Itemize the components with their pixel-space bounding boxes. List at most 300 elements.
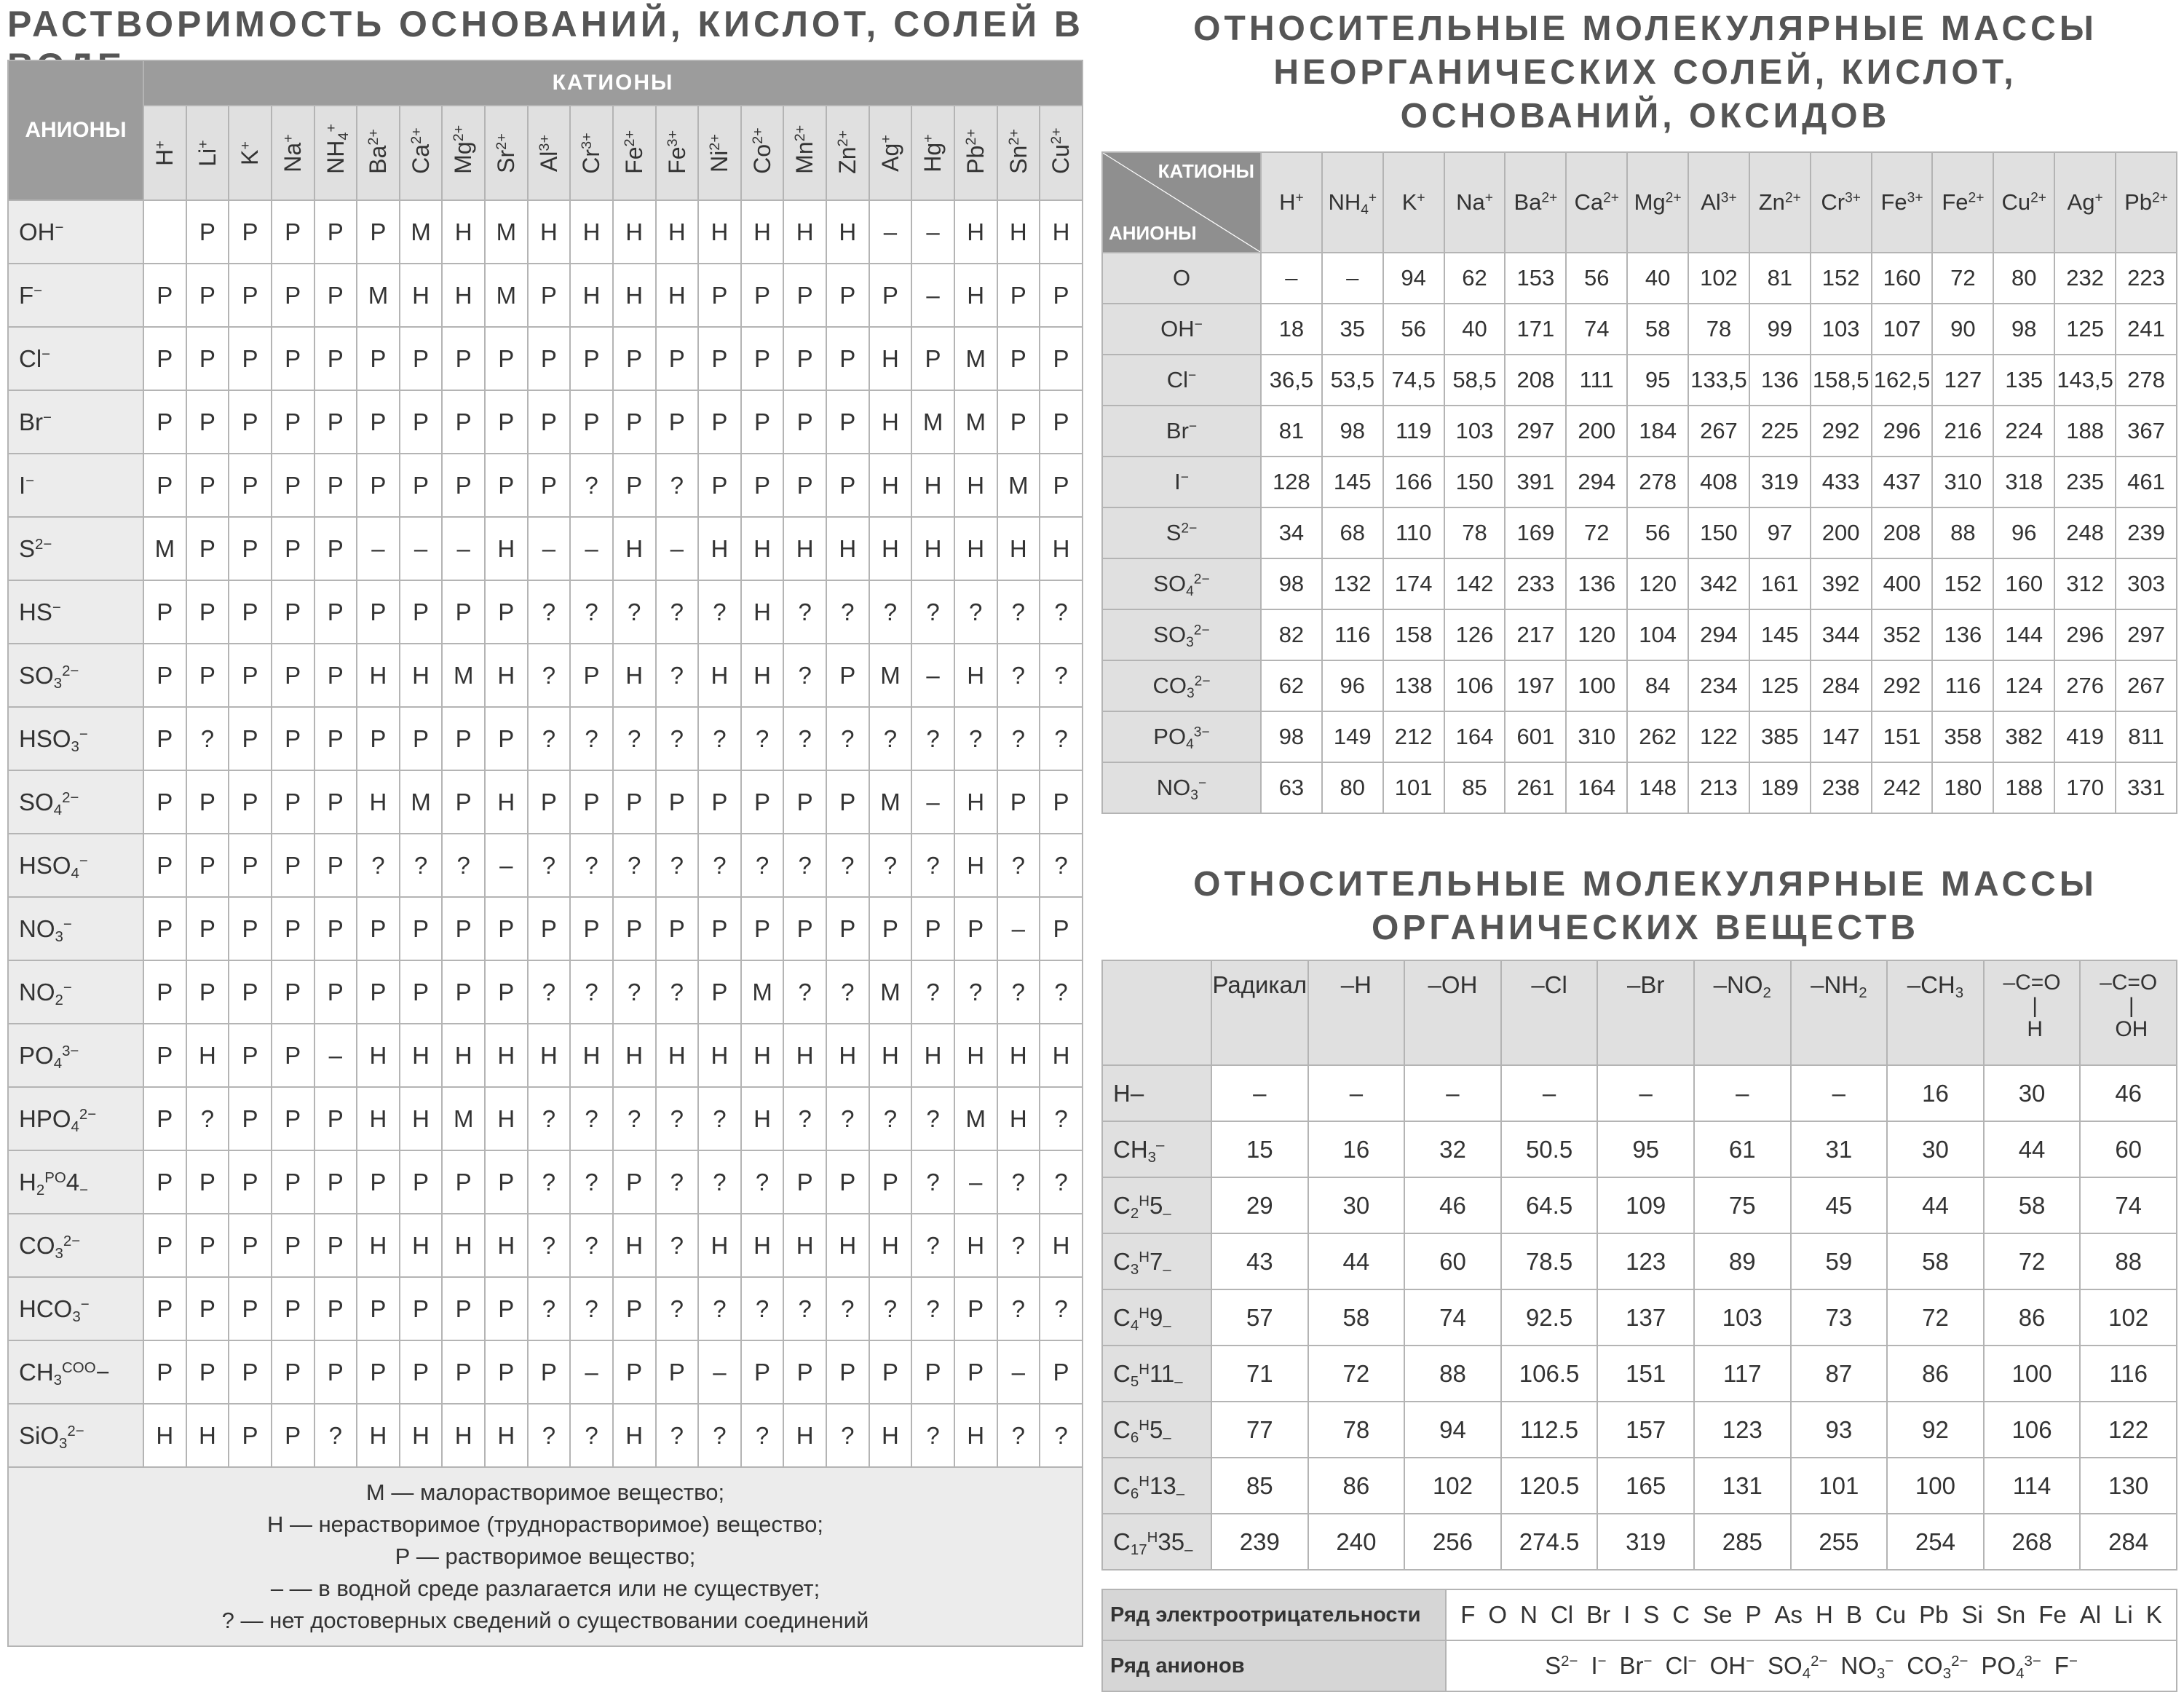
mass-cell: 18	[1261, 304, 1322, 355]
mass-cell: 62	[1444, 253, 1506, 304]
solubility-cell: Р	[314, 200, 357, 264]
cation-header	[911, 106, 954, 200]
solubility-cell: Р	[613, 390, 656, 454]
solubility-cell: Р	[272, 1340, 314, 1404]
anion-label: HS−	[8, 580, 143, 644]
solubility-cell: ?	[954, 707, 997, 770]
solubility-cell: Н	[954, 264, 997, 327]
cation-header: $Fe^{2+}$	[1932, 152, 1993, 253]
mass-cell: 225	[1749, 406, 1811, 457]
mass-cell: 84	[1627, 660, 1688, 711]
mass-cell: 242	[1872, 762, 1933, 813]
solubility-cell: Н	[783, 1214, 826, 1277]
anion-label: $SO_4^{2-}$	[1102, 558, 1261, 609]
mass-cell: 90	[1932, 304, 1993, 355]
solubility-cell: Р	[1040, 264, 1083, 327]
solubility-cell: –	[570, 1340, 613, 1404]
solubility-cell: Р	[570, 644, 613, 707]
anion-label: $CO_3^{2-}$	[8, 1214, 143, 1277]
mass-cell: 101	[1383, 762, 1444, 813]
mass-cell: 35	[1322, 304, 1383, 355]
mass-cell: 57	[1211, 1289, 1308, 1346]
mass-cell: 80	[1993, 253, 2054, 304]
mass-cell: 234	[1688, 660, 1749, 711]
solubility-cell: ?	[656, 960, 699, 1024]
solubility-cell: Н	[143, 1404, 186, 1467]
solubility-cell: Р	[528, 770, 571, 834]
solubility-cell: Н	[1040, 1024, 1083, 1087]
mass-cell: 30	[1308, 1177, 1405, 1233]
solubility-cell: Н	[911, 454, 954, 517]
mass-cell: 72	[1308, 1346, 1405, 1402]
solubility-cell: Р	[357, 1340, 400, 1404]
solubility-cell: Р	[186, 580, 229, 644]
solubility-cell: Р	[186, 644, 229, 707]
organic-mass-table	[1101, 960, 2177, 1570]
solubility-cell: Н	[485, 1024, 528, 1087]
solubility-cell: ?	[911, 1404, 954, 1467]
solubility-cell: Н	[656, 200, 699, 264]
solubility-cell: ?	[1040, 580, 1083, 644]
solubility-cell: Н	[1040, 517, 1083, 580]
mass-cell: 94	[1404, 1402, 1501, 1458]
solubility-cell: ?	[613, 1087, 656, 1150]
mass-cell: 74	[1566, 304, 1627, 355]
mass-cell: 318	[1993, 457, 2054, 507]
group-header: –Cl	[1501, 960, 1598, 1065]
solubility-cell: Р	[143, 264, 186, 327]
solubility-cell: Р	[656, 327, 699, 390]
organic-body	[1102, 1065, 2177, 1570]
solubility-cell: ?	[357, 834, 400, 897]
solubility-cell: Р	[400, 960, 443, 1024]
solubility-cell: М	[400, 770, 443, 834]
mass-cell: 78	[1688, 304, 1749, 355]
cation-header: H+	[1261, 152, 1322, 253]
solubility-cell: Н	[613, 200, 656, 264]
table-row	[8, 1024, 1083, 1087]
solubility-cell: Р	[826, 264, 869, 327]
solubility-cell: Н	[698, 644, 741, 707]
solubility-cell: Р	[613, 1150, 656, 1214]
mass-cell: 44	[1308, 1233, 1405, 1289]
mass-cell: 367	[2116, 406, 2177, 457]
mass-cell: 101	[1791, 1458, 1888, 1514]
mass-cell: 200	[1566, 406, 1627, 457]
mass-cell: 268	[1984, 1514, 2081, 1570]
solubility-cell: Р	[186, 834, 229, 897]
solubility-cell: Н	[741, 200, 784, 264]
cation-header	[954, 106, 997, 200]
solubility-cell: ?	[656, 1150, 699, 1214]
solubility-cell: М	[400, 200, 443, 264]
mass-cell: 62	[1261, 660, 1322, 711]
solubility-cell: Р	[314, 580, 357, 644]
solubility-cell: Р	[869, 1340, 912, 1404]
mass-cell: 56	[1383, 304, 1444, 355]
solubility-cell: М	[485, 200, 528, 264]
cation-header: $NH_4^+$	[1322, 152, 1383, 253]
mass-cell: 88	[1932, 507, 1993, 558]
solubility-cell: ?	[741, 1277, 784, 1340]
anion-label: $SO_4^{2-}$	[8, 770, 143, 834]
solubility-cell: ?	[570, 454, 613, 517]
solubility-cell: Н	[741, 1024, 784, 1087]
inorganic-mass-table	[1101, 151, 2177, 814]
solubility-cell: Р	[400, 1277, 443, 1340]
table-row	[8, 960, 1083, 1024]
solubility-cell: Н	[997, 517, 1040, 580]
cation-label: $Pb^{2+}$	[962, 128, 989, 174]
solubility-cell: Р	[229, 1024, 272, 1087]
solubility-cell: Н	[869, 1214, 912, 1277]
mass-cell: 297	[2116, 609, 2177, 660]
cation-header	[186, 106, 229, 200]
solubility-cell: Р	[528, 1340, 571, 1404]
solubility-cell: Н	[1040, 1214, 1083, 1277]
mass-cell: 419	[2054, 711, 2116, 762]
solubility-cell: Н	[485, 1087, 528, 1150]
mass-cell: 297	[1505, 406, 1566, 457]
solubility-cell: Р	[656, 770, 699, 834]
solubility-cell: Р	[272, 200, 314, 264]
solubility-cation-row	[8, 106, 1083, 200]
solubility-cell: ?	[783, 707, 826, 770]
radical-label: $C_6^H13_-$	[1102, 1458, 1211, 1514]
solubility-cell: Р	[613, 454, 656, 517]
radical-label: $C_2^H5_-$	[1102, 1177, 1211, 1233]
corner-header	[1102, 152, 1261, 253]
mass-cell: 46	[2080, 1065, 2177, 1121]
mass-cell: 233	[1505, 558, 1566, 609]
mass-cell: 106.5	[1501, 1346, 1598, 1402]
mass-cell: 34	[1261, 507, 1322, 558]
mass-cell: 276	[2054, 660, 2116, 711]
solubility-cell: –	[698, 1340, 741, 1404]
solubility-cell: Р	[143, 390, 186, 454]
solubility-cell: Р	[826, 897, 869, 960]
solubility-cell: ?	[528, 834, 571, 897]
solubility-cell: Н	[442, 1024, 485, 1087]
mass-cell: 120	[1566, 609, 1627, 660]
mass-cell: 114	[1984, 1458, 2081, 1514]
solubility-cell: Р	[272, 264, 314, 327]
solubility-cell: Р	[698, 770, 741, 834]
solubility-cell: Н	[741, 644, 784, 707]
mass-cell: 85	[1444, 762, 1506, 813]
mass-cell: 30	[1887, 1121, 1984, 1177]
mass-cell: 127	[1932, 355, 1993, 406]
mass-cell: 150	[1444, 457, 1506, 507]
solubility-cell: ?	[783, 1087, 826, 1150]
cation-label: $Mg^{2+}$	[450, 125, 477, 174]
solubility-cell: Р	[314, 1277, 357, 1340]
solubility-cell: ?	[741, 1404, 784, 1467]
solubility-cell: Р	[314, 960, 357, 1024]
mass-cell: 58	[1984, 1177, 2081, 1233]
anion-label: $S^{2-}$	[1102, 507, 1261, 558]
solubility-cell: ?	[869, 834, 912, 897]
solubility-cell: ?	[1040, 644, 1083, 707]
solubility-cell: Р	[1040, 770, 1083, 834]
solubility-cell: ?	[826, 1277, 869, 1340]
solubility-cell: Р	[570, 390, 613, 454]
table-row	[8, 1214, 1083, 1277]
solubility-cell: –	[442, 517, 485, 580]
anions-header: АНИОНЫ	[8, 60, 143, 200]
solubility-cell: Р	[698, 960, 741, 1024]
mass-cell: –	[1404, 1065, 1501, 1121]
solubility-cell: ?	[698, 1404, 741, 1467]
solubility-cell: Р	[357, 960, 400, 1024]
solubility-cell: Р	[613, 1277, 656, 1340]
mass-cell: 120.5	[1501, 1458, 1598, 1514]
solubility-cell: Н	[400, 264, 443, 327]
solubility-cell: ?	[954, 960, 997, 1024]
mass-cell: 285	[1694, 1514, 1791, 1570]
element-symbol: Pb	[1919, 1601, 1949, 1628]
solubility-cell: Р	[314, 1087, 357, 1150]
solubility-cell: Р	[698, 264, 741, 327]
mass-cell: 60	[1404, 1233, 1501, 1289]
solubility-cell: ?	[911, 1277, 954, 1340]
solubility-cell: Р	[272, 960, 314, 1024]
cation-header: $Cu^{2+}$	[1993, 152, 2054, 253]
table-row	[1102, 457, 2177, 507]
mass-cell: 73	[1791, 1289, 1888, 1346]
solubility-cell: Н	[997, 1087, 1040, 1150]
solubility-cell: Р	[272, 1214, 314, 1277]
radical-label: $C_{17}^H35_-$	[1102, 1514, 1211, 1570]
mass-cell: 240	[1308, 1514, 1405, 1570]
solubility-cell: М	[911, 390, 954, 454]
solubility-cell: Р	[869, 264, 912, 327]
solubility-cell: Р	[741, 770, 784, 834]
cation-label: $Sr^{2+}$	[492, 133, 519, 173]
mass-cell: 170	[2054, 762, 2116, 813]
cation-header: $Pb^{2+}$	[2116, 152, 2177, 253]
solubility-cell: ?	[613, 707, 656, 770]
solubility-cell: Р	[741, 390, 784, 454]
solubility-cell: Р	[826, 390, 869, 454]
mass-cell: 95	[1597, 1121, 1694, 1177]
solubility-cell: ?	[656, 644, 699, 707]
element-symbol: H	[1816, 1601, 1833, 1628]
element-symbol: C	[1672, 1601, 1690, 1628]
solubility-cell: Р	[143, 1150, 186, 1214]
mass-cell: 100	[1984, 1346, 2081, 1402]
cation-header: $Al^{3+}$	[1688, 152, 1749, 253]
solubility-cell: ?	[656, 1087, 699, 1150]
solubility-cell: ?	[783, 644, 826, 707]
group-header: $-CH_3$	[1887, 960, 1984, 1065]
mass-cell: 77	[1211, 1402, 1308, 1458]
solubility-cell: Н	[783, 517, 826, 580]
cation-label: $Ba^{2+}$	[364, 128, 391, 174]
table-row	[8, 517, 1083, 580]
mass-cell: 116	[1932, 660, 1993, 711]
solubility-cell: М	[357, 264, 400, 327]
table-row	[1102, 507, 2177, 558]
table-row	[1102, 1233, 2177, 1289]
solubility-cell: Р	[741, 897, 784, 960]
mass-cell: 208	[1872, 507, 1933, 558]
mass-cell: 117	[1694, 1346, 1791, 1402]
solubility-cell: Р	[314, 390, 357, 454]
solubility-cell: Р	[272, 707, 314, 770]
solubility-cell: Р	[272, 834, 314, 897]
solubility-cell: Н	[869, 454, 912, 517]
solubility-cell: –	[911, 770, 954, 834]
solubility-cell: М	[954, 390, 997, 454]
solubility-cell: Н	[869, 517, 912, 580]
solubility-cell: Н	[186, 1024, 229, 1087]
solubility-cell: Н	[442, 264, 485, 327]
solubility-cell: Р	[229, 1087, 272, 1150]
solubility-cell: Н	[954, 644, 997, 707]
solubility-cell: Р	[143, 897, 186, 960]
mass-cell: 103	[1444, 406, 1506, 457]
solubility-cell: Р	[485, 897, 528, 960]
solubility-cell: Р	[229, 390, 272, 454]
solubility-cell: ?	[869, 707, 912, 770]
solubility-cell: Н	[357, 1024, 400, 1087]
solubility-cell: Р	[783, 454, 826, 517]
mass-cell: 133,5	[1688, 355, 1749, 406]
solubility-cell: М	[485, 264, 528, 327]
mass-cell: 98	[1261, 711, 1322, 762]
mass-cell: 223	[2116, 253, 2177, 304]
cation-header: $Ca^{2+}$	[1566, 152, 1627, 253]
solubility-cell: Р	[357, 580, 400, 644]
mass-cell: 437	[1872, 457, 1933, 507]
solubility-cell: Н	[357, 1087, 400, 1150]
mass-cell: 160	[1993, 558, 2054, 609]
solubility-cell: Р	[229, 517, 272, 580]
legend-line: М — малорастворимое вещество;	[365, 1479, 725, 1505]
table-row	[8, 390, 1083, 454]
element-symbol: B	[1845, 1601, 1862, 1628]
solubility-cell: Р	[143, 1340, 186, 1404]
solubility-cell: Н	[698, 1214, 741, 1277]
mass-cell: 81	[1261, 406, 1322, 457]
cation-header	[783, 106, 826, 200]
mass-cell: 103	[1694, 1289, 1791, 1346]
cation-label: $Ni^{2+}$	[705, 133, 732, 173]
anion-label: $PO_4^{3-}$	[8, 1024, 143, 1087]
mass-cell: 106	[1984, 1402, 2081, 1458]
anion-symbol: Br−	[1619, 1652, 1653, 1679]
cation-header	[528, 106, 571, 200]
mass-cell: 109	[1597, 1177, 1694, 1233]
solubility-cell: ?	[570, 580, 613, 644]
radical-label: $C_5^H11_-$	[1102, 1346, 1211, 1402]
mass-cell: 149	[1322, 711, 1383, 762]
solubility-cell: Н	[485, 1214, 528, 1277]
anion-symbol: $SO_4^{2-}$	[1768, 1652, 1828, 1683]
mass-cell: 80	[1322, 762, 1383, 813]
solubility-cell: ?	[997, 834, 1040, 897]
solubility-cell: ?	[869, 1277, 912, 1340]
solubility-cell: ?	[528, 707, 571, 770]
group-header: $-NO_2$	[1694, 960, 1791, 1065]
mass-cell: 157	[1597, 1402, 1694, 1458]
solubility-cell: Р	[314, 327, 357, 390]
solubility-cell: Р	[143, 580, 186, 644]
solubility-cell: ?	[656, 1214, 699, 1277]
solubility-cell: ?	[528, 1087, 571, 1150]
mass-cell: 85	[1211, 1458, 1308, 1514]
solubility-cell: ?	[826, 960, 869, 1024]
corner-anions-label: АНИОНЫ	[1109, 222, 1197, 244]
solubility-cell: ?	[570, 834, 613, 897]
mass-cell: 88	[2080, 1233, 2177, 1289]
cation-label: $Ca^{2+}$	[407, 127, 434, 174]
cation-header: $Mg^{2+}$	[1627, 152, 1688, 253]
solubility-cell: Р	[698, 390, 741, 454]
solubility-cell: Р	[314, 1150, 357, 1214]
mass-cell: 58	[1627, 304, 1688, 355]
mass-cell: 58,5	[1444, 355, 1506, 406]
solubility-cell: Р	[314, 770, 357, 834]
solubility-cell: Р	[656, 897, 699, 960]
solubility-cell: Н	[911, 517, 954, 580]
solubility-cell: Н	[400, 1214, 443, 1277]
cation-header: $Cr^{3+}$	[1811, 152, 1872, 253]
cation-label: $Co^{2+}$	[748, 127, 775, 174]
mass-cell: 303	[2116, 558, 2177, 609]
anion-symbol: $CO_3^{2-}$	[1907, 1652, 1969, 1683]
element-symbol: S	[1643, 1601, 1660, 1628]
mass-cell: 58	[1887, 1233, 1984, 1289]
solubility-cell: Н	[869, 327, 912, 390]
solubility-cell: Р	[314, 834, 357, 897]
mass-cell: 164	[1444, 711, 1506, 762]
mass-cell: 294	[1566, 457, 1627, 507]
mass-cell: 153	[1505, 253, 1566, 304]
solubility-cell: Р	[783, 264, 826, 327]
solubility-cell: Н	[1040, 200, 1083, 264]
anion-label: $CH_3^{COO}-$	[8, 1340, 143, 1404]
solubility-cell: ?	[656, 454, 699, 517]
solubility-cell: Р	[485, 960, 528, 1024]
organic-title-line: ОРГАНИЧЕСКИХ ВЕЩЕСТВ	[1372, 909, 1919, 947]
table-row	[8, 1404, 1083, 1467]
solubility-body	[8, 200, 1083, 1467]
solubility-cell: ?	[698, 834, 741, 897]
solubility-cell: ?	[911, 834, 954, 897]
element-symbol: Cu	[1875, 1601, 1907, 1628]
solubility-cell: Р	[229, 1150, 272, 1214]
cation-header	[570, 106, 613, 200]
solubility-cell: ?	[528, 1150, 571, 1214]
table-row	[1102, 1458, 2177, 1514]
mass-cell: 86	[1887, 1346, 1984, 1402]
mass-cell: 131	[1694, 1458, 1791, 1514]
solubility-cell: Р	[186, 1277, 229, 1340]
solubility-cell: ?	[826, 707, 869, 770]
solubility-cell: Р	[143, 644, 186, 707]
solubility-cell: Р	[229, 327, 272, 390]
solubility-cell: ?	[528, 960, 571, 1024]
cation-header: Ag+	[2054, 152, 2116, 253]
solubility-cell: Н	[570, 1024, 613, 1087]
mass-cell: 96	[1322, 660, 1383, 711]
solubility-cell: Р	[869, 897, 912, 960]
solubility-cell: Р	[272, 580, 314, 644]
solubility-cell: Р	[485, 1340, 528, 1404]
solubility-cell: Р	[357, 390, 400, 454]
